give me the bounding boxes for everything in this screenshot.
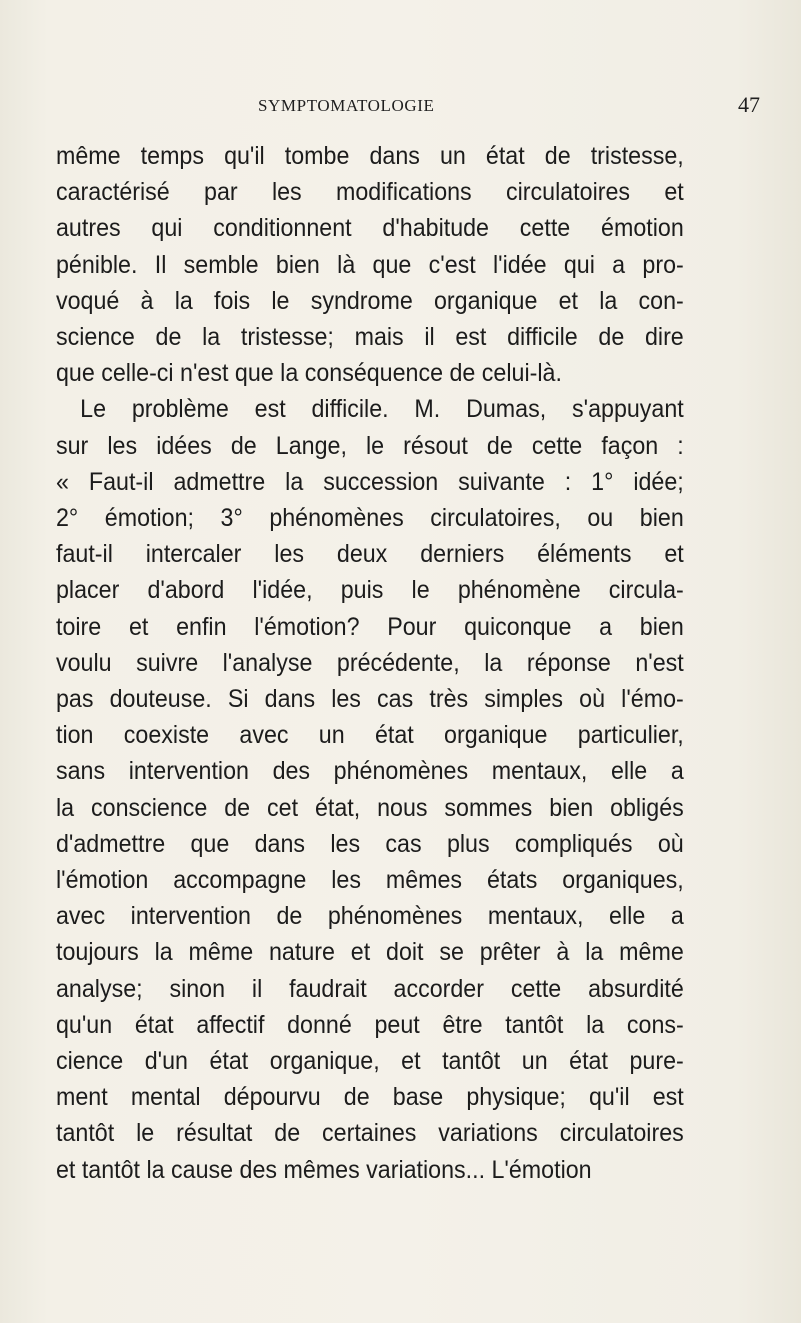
text-line: l'émotion accompagne les mêmes états organiques,: [56, 866, 684, 895]
text-line: cience d'un état organique, et tantôt un état pure-: [56, 1047, 684, 1076]
text-line: placer d'abord l'idée, puis le phénomène circula-: [56, 576, 684, 605]
text-line: « Faut-il admettre la succession suivante : 1° idée;: [56, 467, 684, 496]
page-number: 47: [738, 92, 760, 117]
text-line: avec intervention de phénomènes mentaux, elle a: [56, 902, 684, 931]
text-line: tantôt le résultat de certaines variations circulatoires: [56, 1119, 684, 1148]
text-line: analyse; sinon il faudrait accorder cette absurdité: [56, 974, 684, 1003]
text-line: la conscience de cet état, nous sommes bien obligés: [56, 793, 684, 822]
text-line: pas douteuse. Si dans les cas très simples où l'émo-: [56, 685, 684, 714]
text-line: sans intervention des phénomènes mentaux, elle a: [56, 757, 684, 786]
body-text: [56, 138, 684, 1188]
text-line: pénible. Il semble bien là que c'est l'idée qui a pro-: [56, 250, 684, 279]
paragraph-start-line: Le problème est difficile. M. Dumas, s'appuyant: [80, 395, 684, 424]
text-line: voqué à la fois le syndrome organique et la con-: [56, 286, 684, 315]
running-head: SYMPTOMATOLOGIE: [258, 96, 435, 115]
text-line: tion coexiste avec un état organique particulier,: [56, 721, 684, 750]
text-line: toujours la même nature et doit se prêter à la même: [56, 938, 684, 967]
text-line: voulu suivre l'analyse précédente, la réponse n'est: [56, 648, 684, 677]
page-header: [0, 94, 801, 118]
text-line: autres qui conditionnent d'habitude cette émotion: [56, 214, 684, 243]
text-line: sur les idées de Lange, le résout de cette façon :: [56, 431, 684, 460]
text-line: toire et enfin l'émotion? Pour quiconque a bien: [56, 612, 684, 641]
text-line: science de la tristesse; mais il est difficile de dire: [56, 323, 684, 352]
text-line: même temps qu'il tombe dans un état de tristesse,: [56, 142, 684, 170]
text-line: 2° émotion; 3° phénomènes circulatoires, ou bien: [56, 504, 684, 533]
text-line: d'admettre que dans les cas plus compliqués où: [56, 829, 684, 858]
text-line: caractérisé par les modifications circulatoires et: [56, 178, 684, 207]
text-line: faut-il intercaler les deux derniers éléments et: [56, 540, 684, 569]
text-line: ment mental dépourvu de base physique; qu'il est: [56, 1083, 684, 1112]
text-line: et tantôt la cause des mêmes variations... L'émotion: [56, 1155, 592, 1184]
text-line: qu'un état affectif donné peut être tantôt la cons-: [56, 1010, 684, 1039]
text-line: que celle-ci n'est que la conséquence de celui-là.: [56, 359, 562, 388]
